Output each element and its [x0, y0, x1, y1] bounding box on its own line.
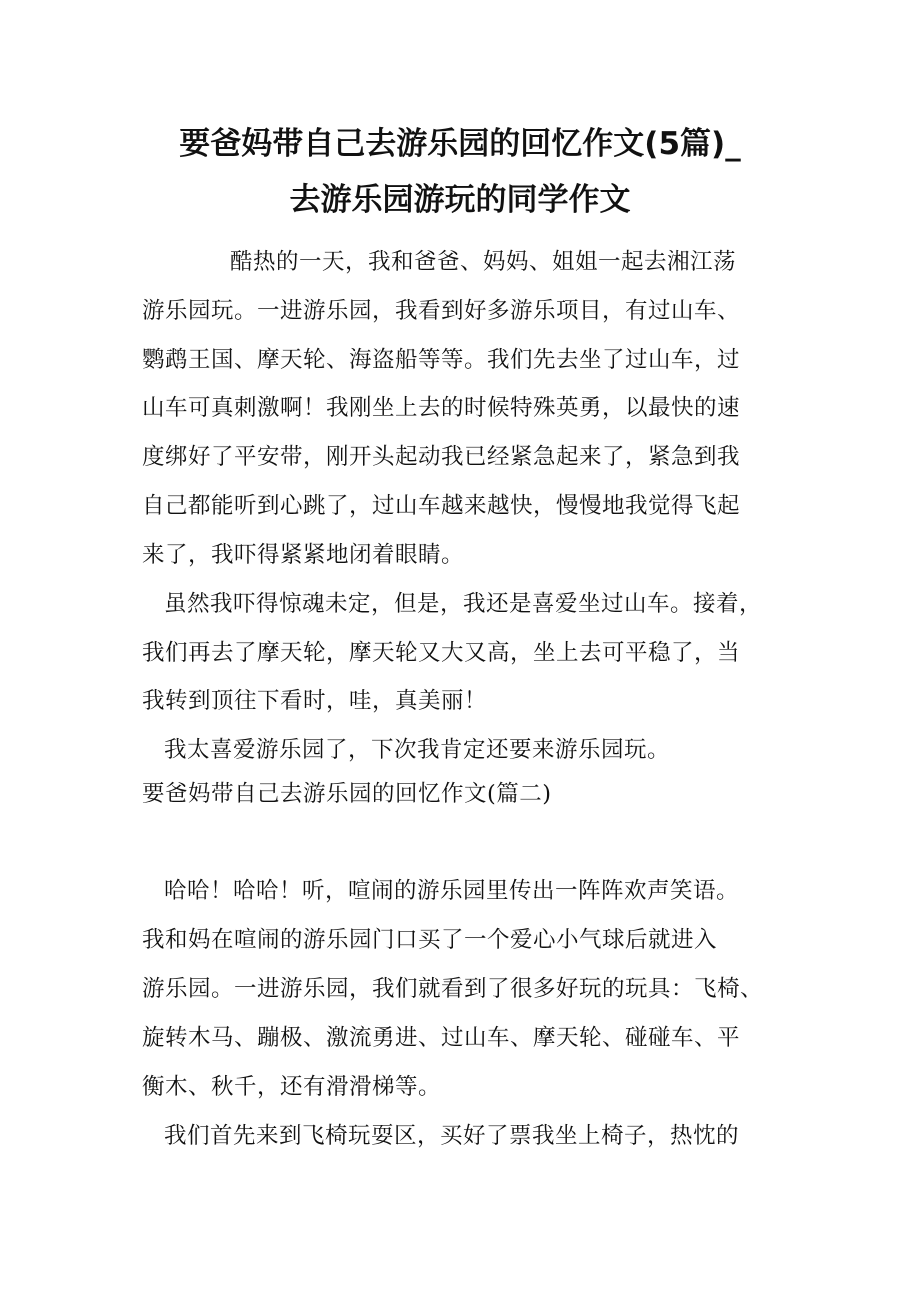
text-line: 游乐园玩。一进游乐园，我看到好多游乐项目，有过山车、: [142, 298, 741, 324]
section-heading: 要爸妈带自己去游乐园的回忆作文(篇二): [142, 781, 552, 807]
document-title-line-2: 去游乐园游玩的同学作文: [289, 182, 631, 218]
text-line: 我转到顶往下看时，哇，真美丽！: [142, 688, 488, 714]
text-line: 我和妈在喧闹的游乐园门口买了一个爱心小气球后就进入: [142, 927, 718, 953]
text-line: 衡木、秋千，还有滑滑梯等。: [142, 1074, 442, 1100]
text-line: 我太喜爱游乐园了，下次我肯定还要来游乐园玩。: [164, 737, 671, 763]
text-line: 酷热的一天，我和爸爸、妈妈、姐姐一起去湘江荡: [230, 249, 737, 275]
text-line: 自己都能听到心跳了，过山车越来越快，慢慢地我觉得飞起: [142, 493, 741, 519]
text-line: 度绑好了平安带，刚开头起动我已经紧急起来了，紧急到我: [142, 444, 741, 470]
text-line: 旋转木马、蹦极、激流勇进、过山车、摩天轮、碰碰车、平: [142, 1025, 741, 1051]
text-line: 哈哈！哈哈！听，喧闹的游乐园里传出一阵阵欢声笑语。: [164, 878, 740, 904]
document-title-line-1: 要爸妈带自己去游乐园的回忆作文(5篇)_: [179, 126, 741, 162]
text-line: 游乐园。一进游乐园，我们就看到了很多好玩的玩具：飞椅、: [142, 976, 764, 1002]
text-line: 虽然我吓得惊魂未定，但是，我还是喜爱坐过山车。接着，: [164, 591, 763, 617]
text-line: 我们首先来到飞椅玩耍区，买好了票我坐上椅子，热忱的: [164, 1123, 740, 1149]
text-line: 山车可真刺激啊！我刚坐上去的时候特殊英勇，以最快的速: [142, 395, 741, 421]
text-line: 来了，我吓得紧紧地闭着眼睛。: [142, 542, 465, 568]
text-line: 我们再去了摩天轮，摩天轮又大又高，坐上去可平稳了，当: [142, 640, 741, 666]
text-line: 鹦鹉王国、摩天轮、海盗船等等。我们先去坐了过山车，过: [142, 347, 741, 373]
